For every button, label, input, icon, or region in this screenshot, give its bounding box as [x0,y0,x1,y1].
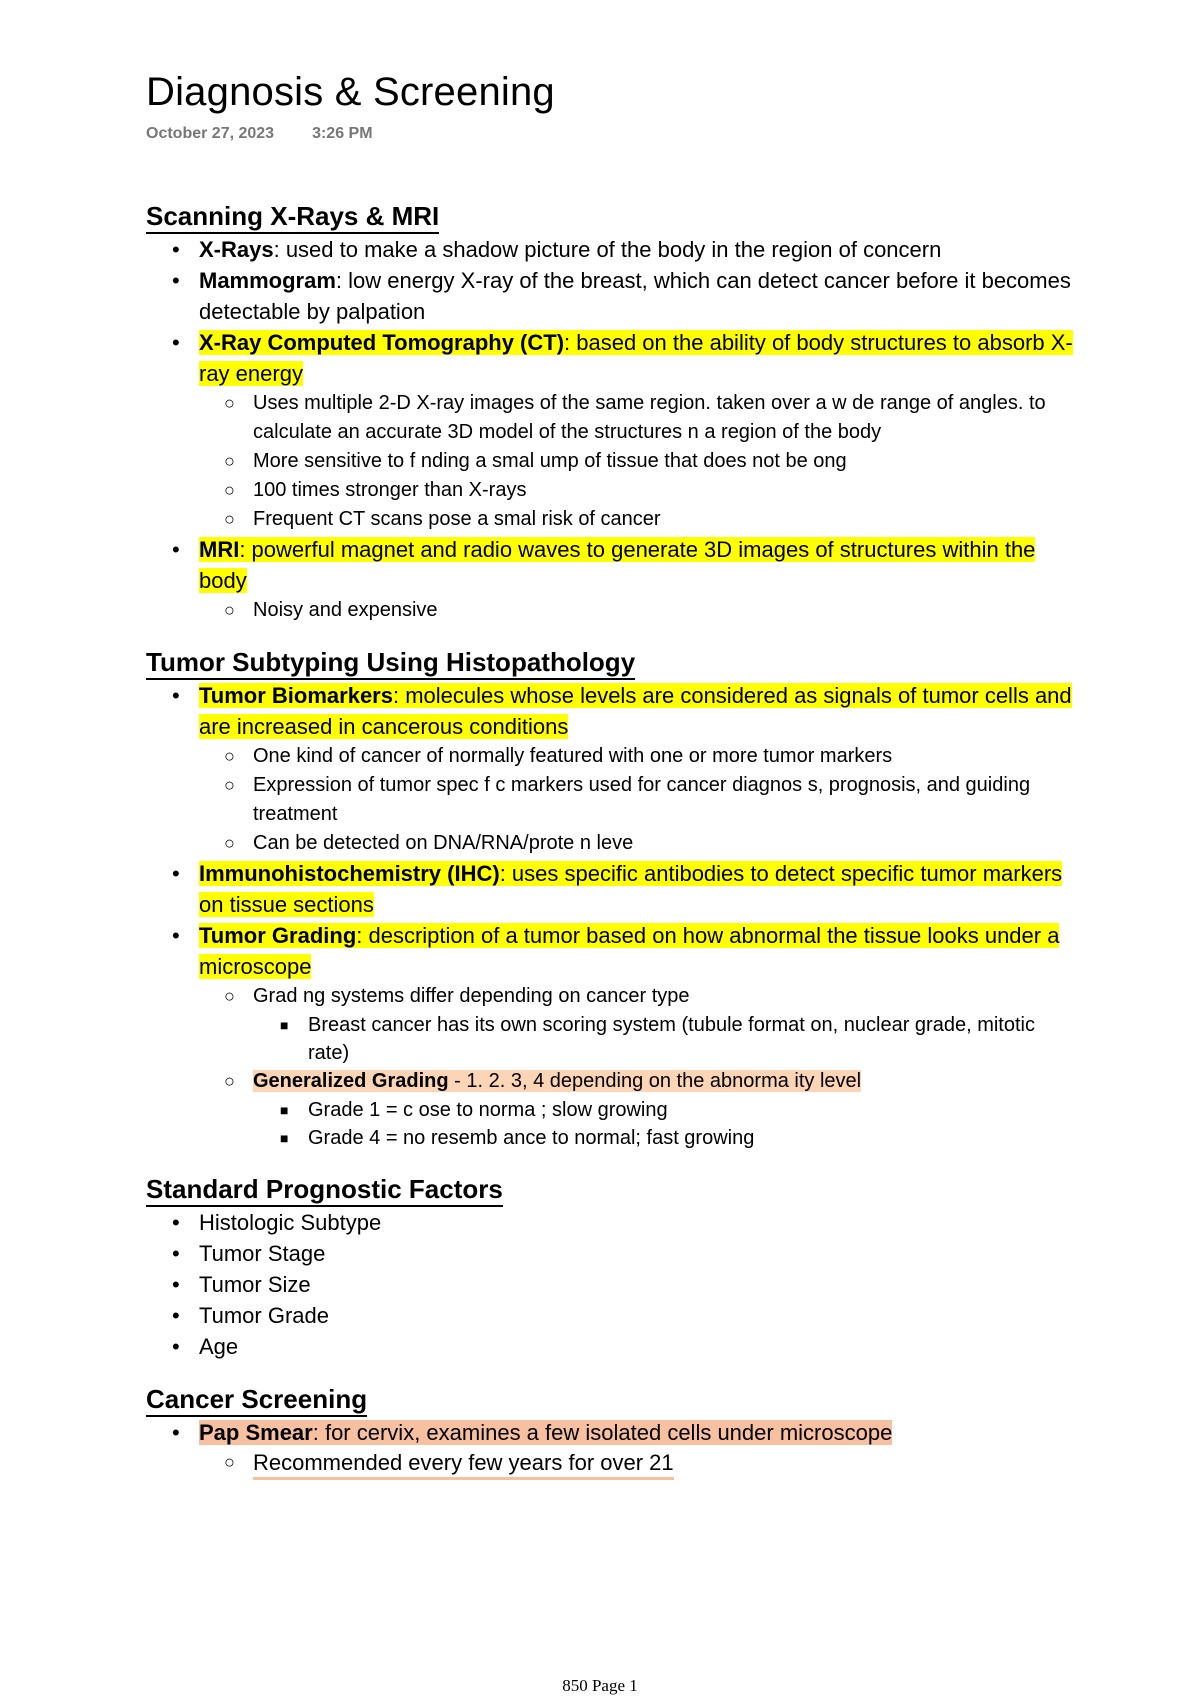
sub-item-text: Expression of tumor spec f c markers used for cancer diagnos s, prognosis, and guiding treatment [253,774,1031,825]
list-item [146,920,1076,1152]
item-text: Age [199,1334,239,1359]
bullet-list [146,680,1076,1152]
bullet-icon: • [172,268,180,293]
list-item [199,742,1076,771]
list-item [253,1011,1076,1067]
page-title: Diagnosis & Screening [146,70,555,114]
definition: - 1. 2. 3, 4 depending on the abnorma ity level [448,1070,862,1092]
item-text: Tumor Grade [199,1303,330,1328]
sub-sub-list [253,1011,1076,1067]
definition: : for cervix, examines a few isolated cells under microscope [312,1420,893,1445]
note-time: 3:26 PM [312,125,373,142]
note-date: October 27, 2023 [146,125,275,142]
sub-item-text: 100 times stronger than X-rays [253,479,527,501]
bullet-icon: • [172,537,180,562]
section-scanning [146,201,1076,625]
list-item [146,680,1076,858]
term: Pap Smear [199,1420,313,1445]
bullet-icon: • [172,1272,180,1297]
term: Tumor Biomarkers [199,683,393,708]
circle-bullet-icon: ○ [224,509,235,529]
bullet-list [146,1207,1076,1362]
note-page [146,70,1076,1502]
highlighted-text [199,683,1072,739]
term: Mammogram [199,268,336,293]
sub-item-text: One kind of cancer of normally featured with one or more tumor markers [253,745,893,767]
note-meta [146,125,1076,143]
circle-bullet-icon: ○ [224,1071,235,1091]
square-bullet-icon: ■ [280,1017,289,1033]
circle-bullet-icon: ○ [224,833,235,853]
sub-list [199,982,1076,1152]
highlighted-text [199,1420,892,1445]
circle-bullet-icon: ○ [224,986,235,1006]
bullet-icon: • [172,923,180,948]
bullet-icon: • [172,1210,180,1235]
list-item [146,1300,1076,1331]
term: Tumor Grading [199,923,357,948]
bullet-icon: • [172,1420,180,1445]
bullet-icon: • [172,1303,180,1328]
list-item [146,1269,1076,1300]
bullet-icon: • [172,1241,180,1266]
definition: : used to make a shadow picture of the body in the region of concern [273,237,942,262]
bullet-icon: • [172,683,180,708]
circle-bullet-icon: ○ [224,1452,235,1472]
list-item [199,505,1076,534]
definition: : description of a tumor based on how abnormal the tissue looks under a microscope [199,923,1060,979]
list-item [146,534,1076,625]
list-item [199,1448,1076,1480]
term: X-Ray Computed Tomography (CT) [199,330,565,355]
section-heading: Scanning X-Rays & MRI [146,201,439,234]
list-item [199,1067,1076,1152]
square-bullet-icon: ■ [280,1130,289,1146]
definition: : low energy X-ray of the breast, which can detect cancer before it becomes detectable by palpation [199,268,1071,324]
bullet-list [146,1417,1076,1480]
sub-item-text: Frequent CT scans pose a smal risk of cancer [253,508,661,530]
item-text: Tumor Size [199,1272,311,1297]
list-item [146,858,1076,920]
bullet-icon: • [172,237,180,262]
list-item [146,1417,1076,1480]
circle-bullet-icon: ○ [224,775,235,795]
item-text: Tumor Stage [199,1241,326,1266]
section-heading: Tumor Subtyping Using Histopathology [146,647,635,680]
list-item [146,1207,1076,1238]
list-item [146,234,1076,265]
term: Immunohistochemistry (IHC) [199,861,500,886]
list-item [199,829,1076,858]
sub-list [199,742,1076,858]
sub-list [199,1448,1076,1480]
sub-item-text: Recommended every few years for over 21 [253,1448,674,1480]
list-item [199,476,1076,505]
circle-bullet-icon: ○ [224,600,235,620]
sub-sub-list [253,1096,1076,1152]
sub-item-text: Noisy and expensive [253,599,438,621]
list-item [253,1124,1076,1152]
highlighted-text [199,861,1062,917]
sub-item-text: Breast cancer has its own scoring system (tubule format on, nuclear grade, mitotic rate) [308,1014,1035,1064]
square-bullet-icon: ■ [280,1102,289,1118]
circle-bullet-icon: ○ [224,746,235,766]
list-item [146,1238,1076,1269]
bullet-icon: • [172,330,180,355]
list-item [253,1096,1076,1124]
bullet-list [146,234,1076,625]
sub-item-text: Grade 1 = c ose to norma ; slow growing [308,1099,668,1121]
bullet-icon: • [172,1334,180,1359]
circle-bullet-icon: ○ [224,451,235,471]
highlighted-text [199,923,1059,979]
circle-bullet-icon: ○ [224,480,235,500]
list-item [146,1331,1076,1362]
list-item [199,447,1076,476]
list-item [199,389,1076,447]
bullet-icon: • [172,861,180,886]
sub-list [199,389,1076,534]
definition: : uses specific antibodies to detect specific tumor markers on tissue sections [199,861,1063,917]
item-text: Histologic Subtype [199,1210,382,1235]
list-item [146,327,1076,534]
definition: : based on the ability of body structures to absorb X-ray energy [199,330,1073,386]
list-item [199,771,1076,829]
circle-bullet-icon: ○ [224,393,235,413]
definition: : powerful magnet and radio waves to generate 3D images of structures within the body [199,537,1036,593]
term: Generalized Grading [253,1070,449,1092]
sub-item-text: Grad ng systems differ depending on cancer type [253,985,690,1007]
highlighted-text [253,1070,861,1092]
section-heading: Cancer Screening [146,1384,367,1417]
sub-item-text: More sensitive to f nding a smal ump of tissue that does not be ong [253,450,847,472]
sub-item-text: Grade 4 = no resemb ance to normal; fast growing [308,1127,755,1149]
section-heading: Standard Prognostic Factors [146,1174,503,1207]
highlighted-text [199,537,1035,593]
highlighted-text [199,330,1073,386]
section-prognostic [146,1174,1076,1362]
section-screening [146,1384,1076,1480]
definition: : molecules whose levels are considered as signals of tumor cells and are increased in cancerous conditions [199,683,1072,739]
sub-item-text: Can be detected on DNA/RNA/prote n leve [253,832,634,854]
section-histopathology [146,647,1076,1152]
term: X-Rays [199,237,274,262]
sub-item-text: Uses multiple 2-D X-ray images of the same region. taken over a w de range of angles. to calculate an accurate 3D model of the structures n a region of the body [253,392,1046,443]
list-item [199,982,1076,1067]
sub-list [199,596,1076,625]
list-item [199,596,1076,625]
list-item [146,265,1076,327]
term: MRI [199,537,240,562]
page-footer: 850 Page 1 [562,1676,638,1695]
